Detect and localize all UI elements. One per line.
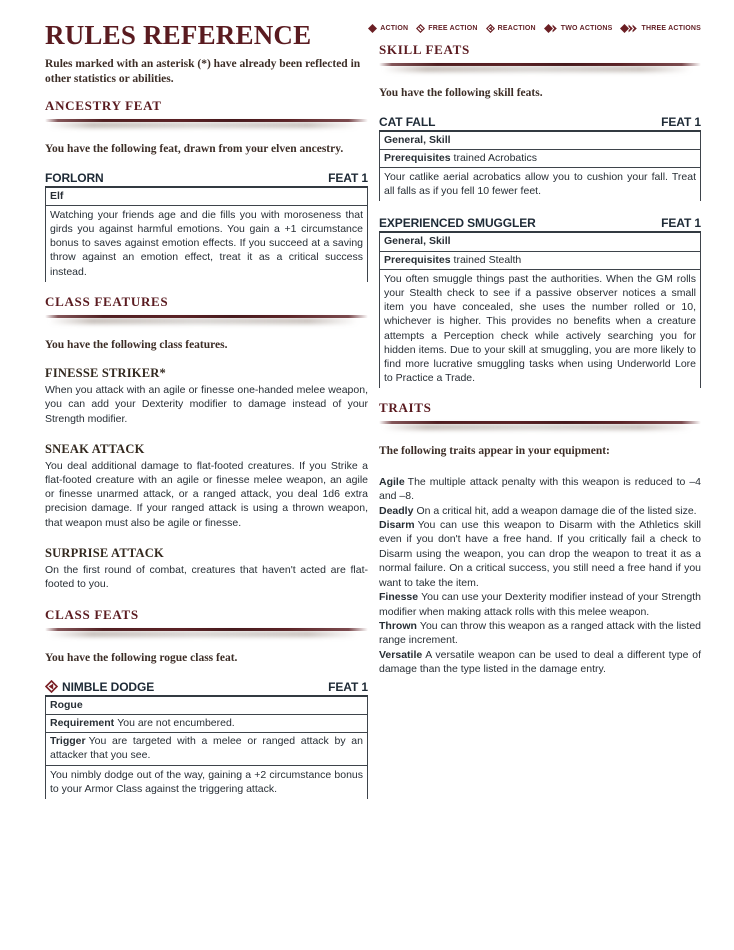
trait-text: You can use your Dexterity modifier instead of your Strength modifier when making attack rolls with this melee weapon.: [379, 591, 701, 618]
class-feature-finesse-striker: [45, 366, 368, 426]
trait-entry-finesse: [379, 590, 701, 619]
feat-box: [45, 697, 368, 799]
feat-traits-row: Rogue: [46, 697, 367, 715]
feat-name: EXPERIENCED SMUGGLER: [379, 216, 536, 231]
trait-entry-deadly: [379, 504, 701, 518]
feat-block-forlorn: [45, 171, 368, 282]
left-column: [45, 0, 368, 811]
feat-traits-row: Elf: [46, 188, 367, 206]
feature-body-text: When you attack with an agile or finesse one-handed melee weapon, you can add your Dexterity modifier to damage instead of your Strength modifier.: [45, 384, 368, 425]
ancestry-lead-text: You have the following feat, drawn from your elven ancestry.: [45, 143, 344, 155]
feat-prerequisites-row: [380, 150, 700, 168]
trait-entry-thrown: [379, 619, 701, 648]
section-header-ancestry-feat: ANCESTRY FEAT: [45, 98, 162, 113]
feat-header: [379, 115, 701, 132]
two-actions-icon: [544, 24, 558, 33]
section-header-class-feats: CLASS FEATS: [45, 607, 139, 623]
requirement-text: You are not encumbered.: [117, 716, 235, 729]
class-feature-sneak-attack: [45, 442, 368, 530]
trait-term: Disarm: [379, 519, 415, 532]
prerequisites-text: trained Acrobatics: [453, 151, 538, 164]
feat-body-text: Watching your friends age and die fills you with moroseness that girds you against harmful emotions. You gain a +1 circumstance bonus to saves against emotion effects. If you succeed at a saving throw against an emotion effect, treat it as a critical success instead.: [50, 208, 363, 278]
feat-name: CAT FALL: [379, 114, 436, 129]
trait-text: On a critical hit, add a weapon damage die of the listed size.: [416, 504, 697, 517]
skill-feats-lead-text: You have the following skill feats.: [379, 87, 543, 99]
prerequisites-label: Prerequisites: [384, 151, 451, 164]
trait-term: Deadly: [379, 504, 414, 517]
feat-body-text: You nimbly dodge out of the way, gaining a +2 circumstance bonus to your Armor Class against the triggering attack.: [50, 768, 363, 795]
trait-term: Finesse: [379, 591, 419, 604]
trigger-text: You are targeted with a melee or ranged attack by an attacker that you see.: [50, 735, 363, 762]
trait-text: The multiple attack penalty with this weapon is reduced to –4 and –8.: [379, 475, 701, 503]
feature-name: SURPRISE ATTACK: [45, 545, 164, 560]
feat-requirement-row: [46, 715, 367, 733]
right-column: [379, 0, 701, 677]
feat-box: [379, 233, 701, 388]
feature-name: SNEAK ATTACK: [45, 441, 145, 456]
section-divider: [379, 419, 701, 431]
legend-item-action: [368, 24, 408, 33]
feat-block-experienced-smuggler: [379, 216, 701, 388]
prerequisites-text: trained Stealth: [453, 253, 522, 266]
section-divider: [379, 61, 701, 73]
trait-entry-versatile: [379, 648, 701, 677]
trait-text: You can throw this weapon as a ranged attack with the listed range increment.: [379, 619, 701, 647]
section-divider: [45, 313, 368, 325]
feat-block-cat-fall: [379, 115, 701, 202]
trigger-label: Trigger: [50, 735, 86, 748]
section-header-class-features: CLASS FEATURES: [45, 293, 169, 309]
feat-prerequisites-row: [380, 252, 700, 270]
section-divider: [45, 626, 368, 638]
feat-body-text: Your catlike aerial acrobatics allow you to cushion your fall. Treat all falls as if you fell 10 fewer feet.: [384, 170, 696, 198]
legend-label: FREE ACTION: [428, 25, 478, 32]
trait-text: You can use this weapon to Disarm with the Athletics skill even if you don't have a free hand. If you critically fail a check to Disarm using the weapon, you can drop the weapon to treat it as a normal failure. On a critical success, you still need a free hand if you want to take the item.: [379, 519, 701, 589]
feature-body-text: On the first round of combat, creatures that haven't acted are flat-footed to you.: [45, 563, 368, 591]
prerequisites-label: Prerequisites: [384, 253, 451, 266]
feature-body-text: You deal additional damage to flat-footed creatures. If you Strike a flat-footed creature with an agile or finesse melee weapon, an agile or finesse unarmed attack, or a ranged attack, you deal 1d6 extra precision damage. If your ranged attack is using a thrown weapon, that weapon must also be agile or finesse.: [45, 459, 368, 529]
feat-block-nimble-dodge: [45, 680, 368, 799]
trait-term: Thrown: [379, 619, 417, 632]
action-legend: [379, 24, 701, 33]
legend-item-two-actions: [544, 24, 613, 33]
feat-body-text: You often smuggle things past the authorities. When the GM rolls your Stealth check to see if a passive observer notices a small item you have concealed, she uses the number rolled or 10, whichever is higher. This provides no benefits when a creature attempts a Perception check while actively searching you for hidden items. Due to your skill at smuggling, you are more likely to find more lucrative smuggling tasks when using Underworld Lore to Practice a Trade.: [384, 272, 696, 385]
page-title: RULES REFERENCE: [45, 20, 312, 50]
class-feats-lead-text: You have the following rogue class feat.: [45, 652, 238, 665]
section-header-traits: TRAITS: [379, 400, 432, 416]
trait-text: A versatile weapon can be used to deal a different type of damage than the type listed in the damage entry.: [379, 648, 701, 676]
legend-label: TWO ACTIONS: [560, 25, 613, 32]
feat-traits-row: General, Skill: [380, 233, 700, 251]
legend-label: THREE ACTIONS: [641, 25, 701, 32]
feat-level-badge: FEAT 1: [661, 114, 701, 129]
free-action-icon: [416, 24, 425, 33]
section-divider: [45, 117, 368, 129]
feat-trigger-row: [46, 733, 367, 765]
feat-level-badge: FEAT 1: [661, 216, 701, 231]
requirement-label: Requirement: [50, 716, 115, 729]
legend-item-reaction: [486, 24, 536, 33]
feat-level-badge: FEAT 1: [328, 170, 368, 185]
reaction-icon: [486, 24, 495, 33]
legend-label: ACTION: [380, 25, 409, 32]
feature-name: FINESSE STRIKER*: [45, 366, 166, 381]
traits-lead-text: The following traits appear in your equipment:: [379, 445, 610, 458]
feat-name: FORLORN: [45, 170, 104, 185]
feat-name: NIMBLE DODGE: [62, 679, 155, 694]
legend-item-three-actions: [620, 24, 701, 33]
legend-label: REACTION: [497, 25, 536, 32]
intro-text: Rules marked with an asterisk (*) have already been reflected in other statistics or abilities.: [45, 58, 361, 85]
class-features-lead-text: You have the following class features.: [45, 338, 228, 351]
trait-term: Agile: [379, 475, 405, 488]
feat-header: [379, 216, 701, 233]
feat-header: [45, 171, 368, 188]
section-header-skill-feats: SKILL FEATS: [379, 42, 470, 57]
three-actions-icon: [620, 24, 638, 33]
trait-entry-disarm: [379, 518, 701, 590]
feat-level-badge: FEAT 1: [328, 679, 368, 694]
feat-box: [45, 188, 368, 282]
feat-box: [379, 132, 701, 202]
legend-item-free-action: [416, 24, 477, 33]
feat-header: [45, 680, 368, 697]
reaction-icon: [45, 680, 58, 693]
class-feature-surprise-attack: [45, 546, 368, 591]
trait-entry-agile: [379, 475, 701, 504]
feat-traits-row: General, Skill: [380, 132, 700, 150]
trait-term: Versatile: [379, 648, 423, 661]
action-icon: [368, 24, 377, 33]
